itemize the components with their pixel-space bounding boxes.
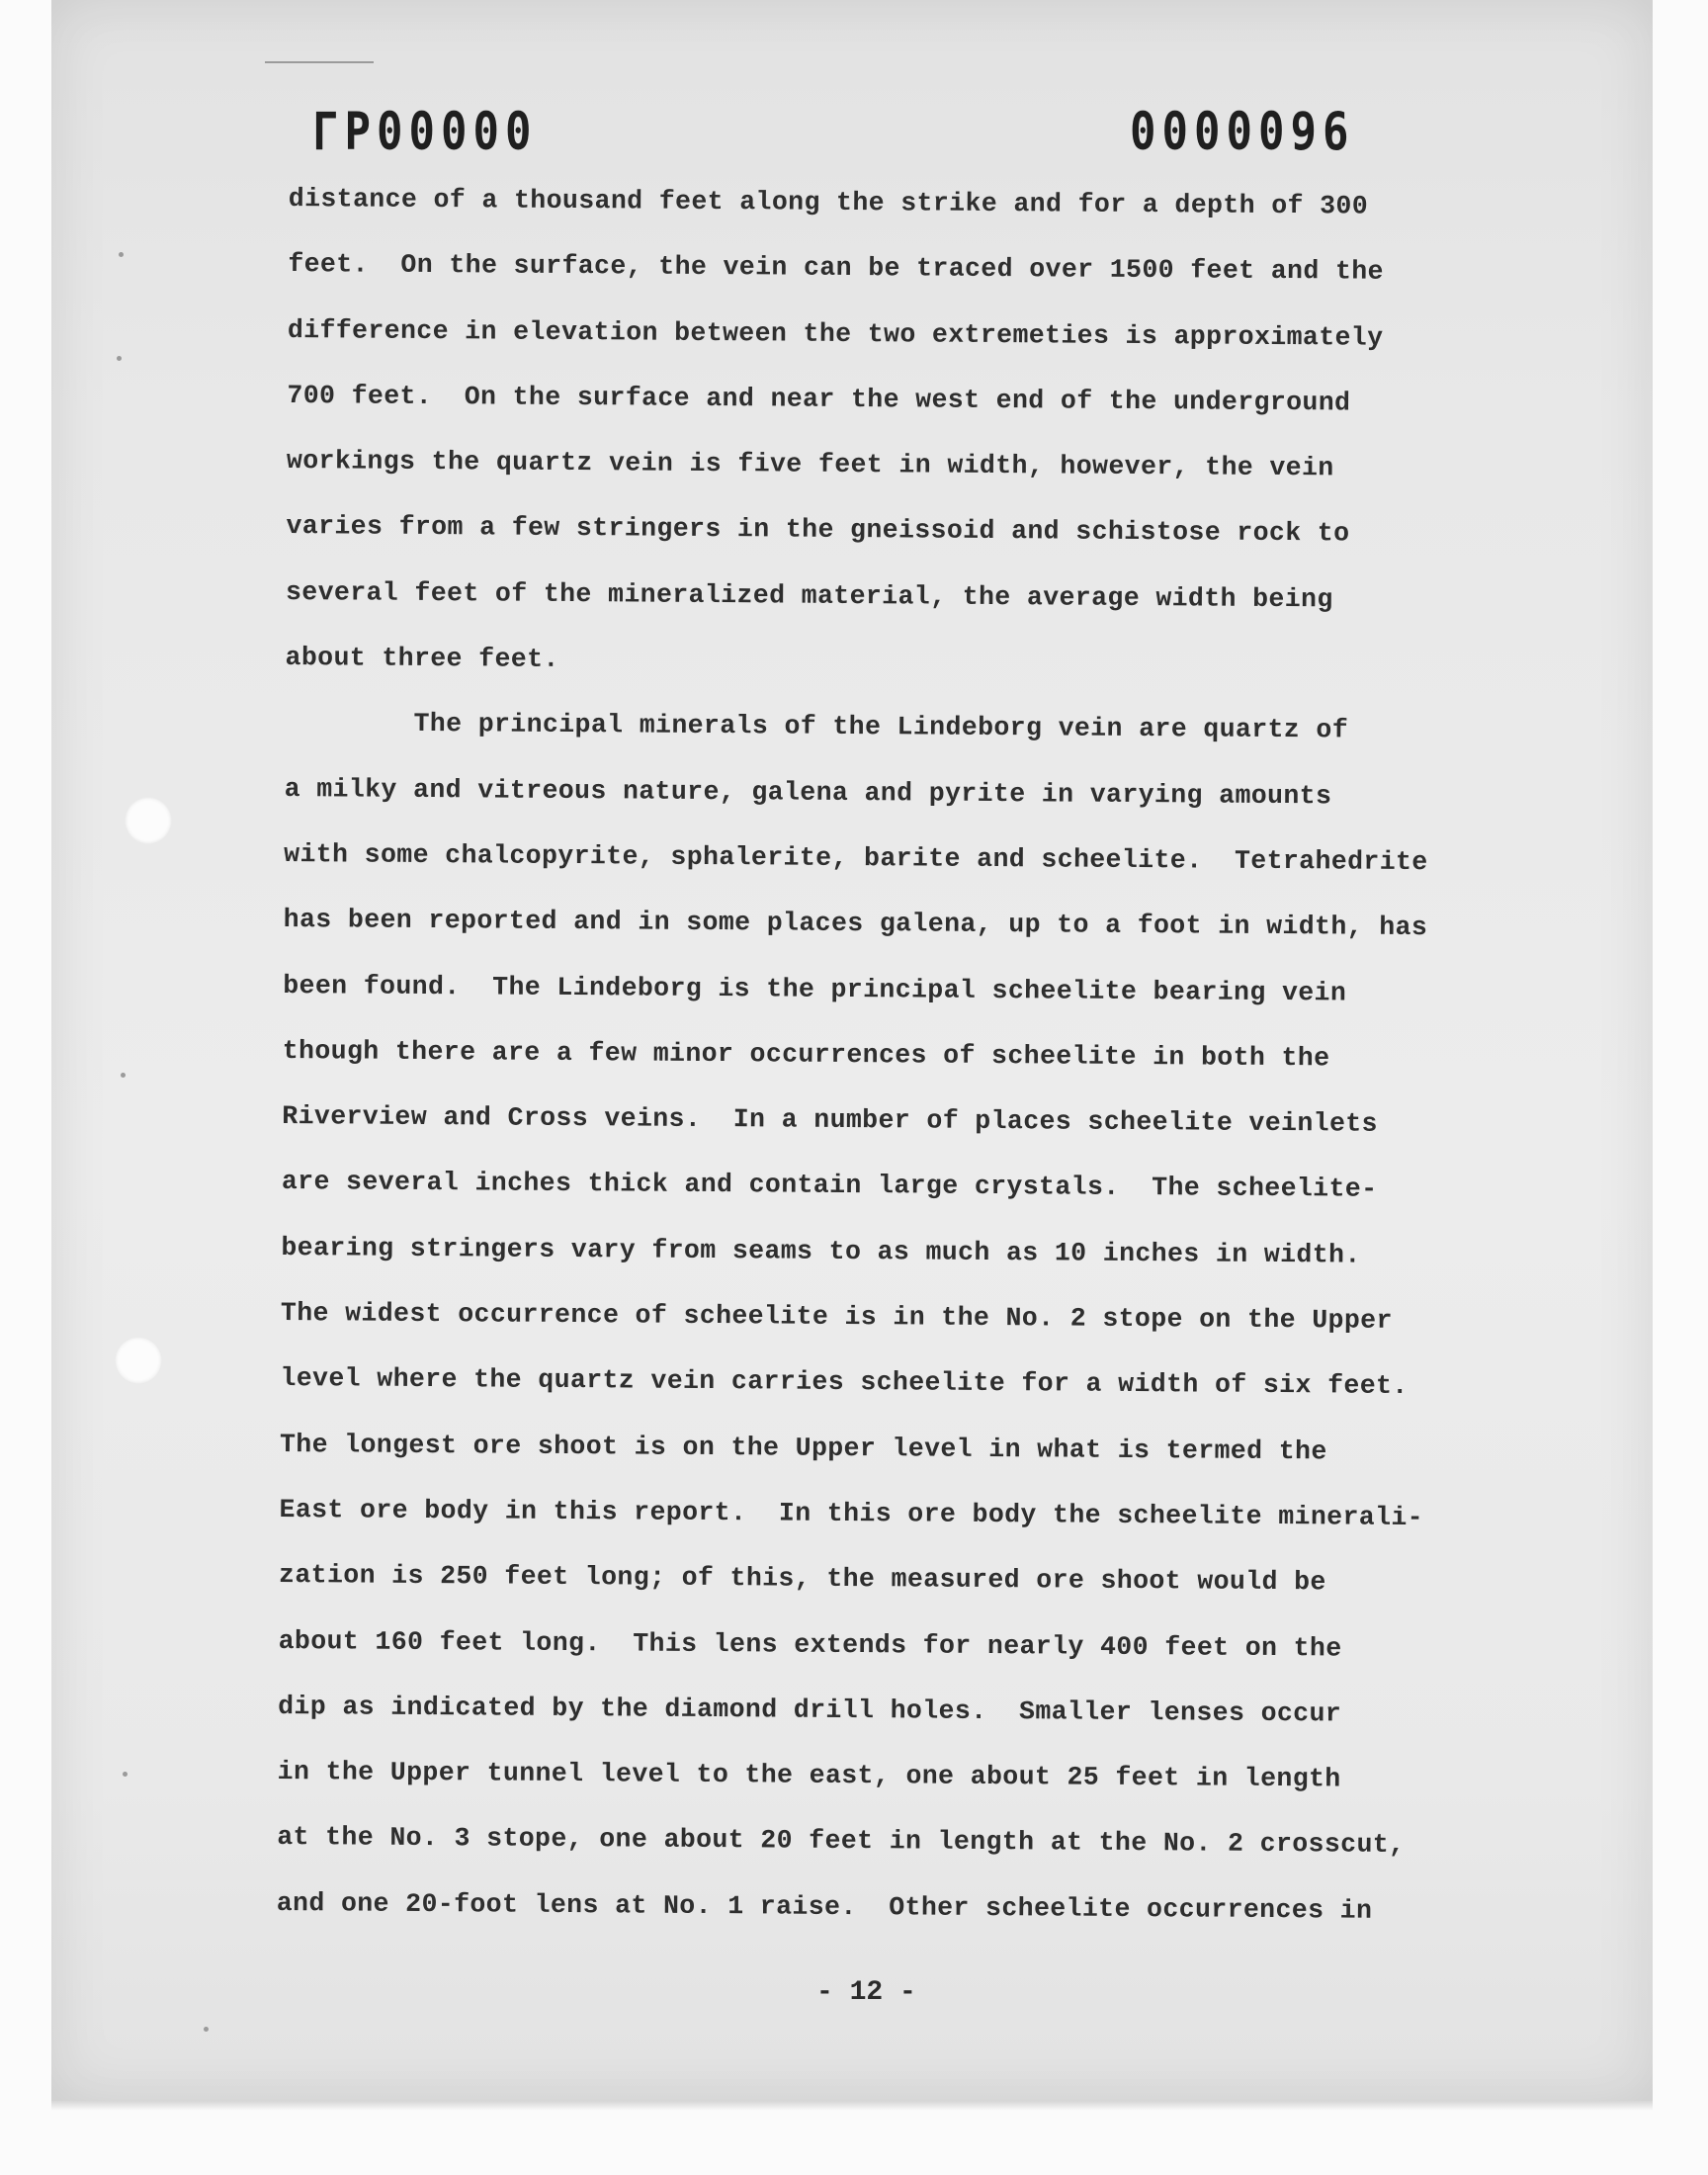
text-line: The principal minerals of the Lindeborg vein are quartz of [285,708,1349,745]
text-line: difference in elevation between the two extremeties is approximately [287,314,1384,353]
text-line: Riverview and Cross veins. In a number of places scheelite veinlets [282,1101,1379,1139]
text-line: bearing stringers vary from seams to as much as 10 inches in width. [281,1232,1361,1270]
text-line: level where the quartz vein carries scheelite for a width of six feet. [280,1363,1409,1402]
text-line: has been reported and in some places galena, up to a foot in width, has [283,905,1428,943]
text-line: in the Upper tunnel level to the east, one about 25 feet in length [277,1757,1341,1794]
text-line: distance of a thousand feet along the strike and for a depth of 300 [288,183,1369,221]
dust-speck [117,356,122,361]
text-line: 700 feet. On the surface and near the west end of the underground [287,380,1351,418]
dust-speck [121,1073,126,1078]
dust-speck [119,252,124,257]
text-line: and one 20-foot lens at No. 1 raise. Other scheelite occurrences in [276,1887,1373,1926]
text-line: are several inches thick and contain large crystals. The scheelite- [281,1167,1378,1205]
text-line: East ore body in this report. In this ore body the scheelite minerali- [279,1494,1424,1532]
pencil-mark [265,61,374,63]
text-line: at the No. 3 stope, one about 20 feet in length at the No. 2 crosscut, [277,1822,1406,1861]
text-line: zation is 250 feet long; of this, the measured ore shoot would be [279,1560,1326,1598]
text-line: with some chalcopyrite, sphalerite, barite and scheelite. Tetrahedrite [284,838,1428,878]
dust-speck [204,2027,209,2032]
text-line: The widest occurrence of scheelite is in the No. 2 stope on the Upper [280,1298,1393,1336]
text-line: about three feet. [285,643,559,675]
dust-speck [123,1772,128,1777]
text-line: dip as indicated by the diamond drill holes. Smaller lenses occur [278,1691,1342,1729]
punch-hole-upper [125,797,172,844]
document-id-stamp-left: ΓΡ00000 [312,102,538,163]
text-line: varies from a few stringers in the gneissoid and schistose rock to [286,511,1350,549]
text-line: though there are a few minor occurrences of scheelite in both the [282,1035,1330,1074]
text-line: a milky and vitreous nature, galena and pyrite in varying amounts [284,773,1332,812]
text-line: The longest ore shoot is on the Upper level in what is termed the [279,1429,1327,1467]
text-line: about 160 feet long. This lens extends for nearly 400 feet on the [278,1625,1342,1664]
text-line: workings the quartz vein is five feet in width, however, the vein [286,446,1334,483]
text-line: feet. On the surface, the vein can be traced over 1500 feet and the [288,249,1385,288]
text-line: several feet of the mineralized material, the average width being [285,576,1333,615]
paper-bottom-edge [51,2101,1653,2111]
body-text [277,174,1504,1953]
text-line: been found. The Lindeborg is the principal scheelite bearing vein [283,970,1347,1008]
page-number: - 12 - [816,1977,916,2008]
document-id-stamp-right: 0000096 [1130,102,1355,163]
punch-hole-lower [115,1337,162,1384]
